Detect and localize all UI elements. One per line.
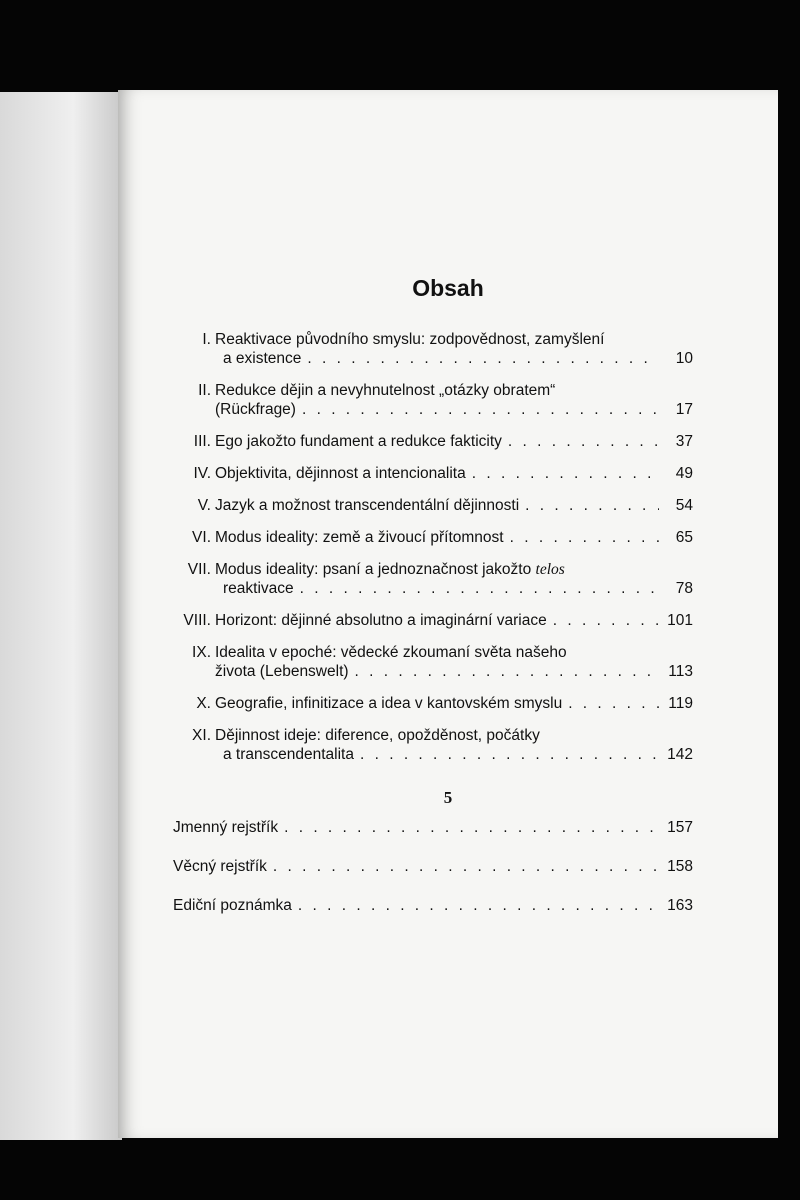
page-number: 142: [667, 746, 693, 763]
leader-dots: [307, 349, 659, 368]
toc-entry: [173, 330, 693, 368]
chapter-title-line: života (Lebenswelt): [215, 663, 349, 680]
chapter-title-line: Modus ideality: země a živoucí přítomnost: [215, 529, 504, 546]
leader-dots: [472, 464, 659, 483]
chapter-numeral: VI.: [192, 529, 211, 546]
leader-dots: [508, 432, 659, 451]
toc-entry: [173, 643, 693, 681]
page-number: 54: [675, 497, 693, 514]
chapter-title-line: (Rückfrage): [215, 401, 296, 418]
chapter-title-line: [173, 560, 693, 579]
chapter-numeral: X.: [196, 695, 211, 712]
toc-entry: [173, 464, 693, 483]
appendix-entry: [173, 896, 693, 915]
page-number: 17: [675, 401, 693, 418]
page-folio: 5: [443, 788, 453, 807]
chapter-title-line: Dějinnost ideje: diference, opožděnost, počátky: [215, 727, 540, 744]
appendix-label: Ediční poznámka: [173, 897, 292, 914]
chapter-title-line: Redukce dějin a nevyhnutelnost „otázky obratem“: [215, 382, 556, 399]
appendix-label: Věcný rejstřík: [173, 858, 267, 875]
table-of-contents: [173, 330, 693, 777]
chapter-title-line: reaktivace: [223, 580, 294, 597]
chapter-title-line: Ego jakožto fundament a redukce fakticity: [215, 433, 502, 450]
chapter-title-line: Geografie, infinitizace a idea v kantovském smyslu: [215, 695, 563, 712]
chapter-title-italic: telos: [535, 561, 565, 578]
toc-entry: [173, 528, 693, 547]
leader-dots: [355, 662, 659, 681]
page-number: 10: [675, 350, 693, 367]
facing-page: [0, 92, 122, 1140]
chapter-numeral: III.: [193, 433, 211, 450]
appendix-list: [173, 818, 693, 935]
chapter-numeral: IV.: [193, 465, 211, 482]
chapter-numeral: I.: [202, 331, 211, 348]
leader-dots: [510, 528, 659, 547]
chapter-title-line: Objektivita, dějinnost a intencionalita: [215, 465, 466, 482]
leader-dots: [300, 579, 659, 598]
toc-entry: [173, 560, 693, 598]
page-number: 119: [668, 695, 693, 712]
chapter-numeral: VII.: [187, 561, 211, 578]
leader-dots: [302, 400, 659, 419]
page-number: 113: [668, 663, 693, 680]
leader-dots: [284, 818, 659, 837]
page-number: 163: [667, 897, 693, 914]
page-number: 49: [675, 465, 693, 482]
page-number: 157: [667, 819, 693, 836]
page-number: 65: [675, 529, 693, 546]
page-number: 37: [675, 433, 693, 450]
toc-entry: [173, 694, 693, 713]
toc-entry: [173, 381, 693, 419]
leader-dots: [568, 694, 659, 713]
chapter-title-text: Modus ideality: psaní a jednoznačnost jakožto: [215, 561, 532, 578]
toc-entry: [173, 432, 693, 451]
chapter-title-line: Reaktivace původního smyslu: zodpovědnost, zamyšlení: [215, 331, 605, 348]
chapter-numeral: IX.: [192, 644, 211, 661]
chapter-title-line: Jazyk a možnost transcendentální dějinnosti: [215, 497, 520, 514]
chapter-title-line: a transcendentalita: [223, 746, 354, 763]
page-title: Obsah: [412, 275, 484, 301]
page-number: 158: [667, 858, 693, 875]
appendix-entry: [173, 818, 693, 837]
leader-dots: [360, 745, 659, 764]
toc-entry: [173, 726, 693, 764]
appendix-label: Jmenný rejstřík: [173, 819, 279, 836]
chapter-numeral: VIII.: [183, 612, 211, 629]
chapter-title-line: Horizont: dějinné absolutno a imaginární variace: [215, 612, 547, 629]
book-page: [118, 90, 778, 1138]
leader-dots: [553, 611, 659, 630]
page-number: 101: [667, 612, 693, 629]
leader-dots: [525, 496, 659, 515]
leader-dots: [273, 857, 659, 876]
chapter-title-line: a existence: [223, 350, 302, 367]
chapter-title-line: Idealita v epoché: vědecké zkoumaní světa našeho: [215, 644, 567, 661]
toc-entry: [173, 611, 693, 630]
chapter-numeral: V.: [197, 497, 211, 514]
toc-entry: [173, 496, 693, 515]
chapter-numeral: II.: [198, 382, 211, 399]
chapter-numeral: XI.: [192, 727, 211, 744]
page-number: 78: [675, 580, 693, 597]
leader-dots: [298, 896, 659, 915]
appendix-entry: [173, 857, 693, 876]
